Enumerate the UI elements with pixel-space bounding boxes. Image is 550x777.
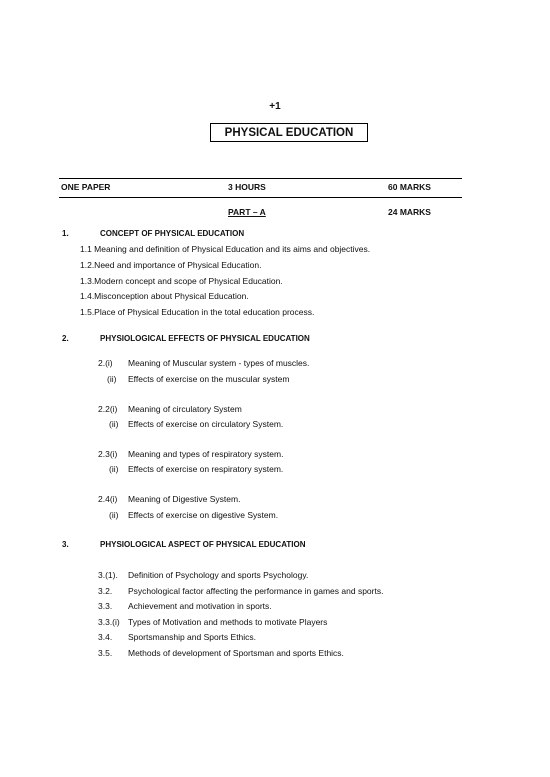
section-title: CONCEPT OF PHYSICAL EDUCATION	[100, 229, 245, 238]
section-number: 2.	[62, 334, 69, 343]
item-number: (ii)	[109, 464, 119, 474]
list-item: 1.5.Place of Physical Education in the total education process.	[80, 307, 315, 317]
item-number: (ii)	[109, 510, 119, 520]
top-rule	[59, 178, 462, 179]
item-number: 3.4.	[98, 632, 113, 642]
page-title: PHYSICAL EDUCATION	[210, 123, 368, 142]
item-number: 3.(1).	[98, 570, 118, 580]
list-item: Types of Motivation and methods to motivate Players	[128, 617, 328, 627]
list-item: 1.1 Meaning and definition of Physical Education and its aims and objectives.	[80, 244, 371, 254]
list-item: 1.3.Modern concept and scope of Physical Education.	[80, 276, 283, 286]
item-number: 3.3.(i)	[98, 617, 120, 627]
section-number: 3.	[62, 540, 69, 549]
list-item: 1.4.Misconception about Physical Education.	[80, 291, 249, 301]
list-item: Methods of development of Sportsman and sports Ethics.	[128, 648, 344, 658]
item-number: (ii)	[107, 374, 117, 384]
list-item: Achievement and motivation in sports.	[128, 601, 272, 611]
list-item: Sportsmanship and Sports Ethics.	[128, 632, 257, 642]
list-item: 1.2.Need and importance of Physical Education.	[80, 260, 262, 270]
list-item: Meaning of Digestive System.	[128, 494, 241, 504]
section-title: PHYSIOLOGICAL ASPECT OF PHYSICAL EDUCATION	[100, 540, 306, 549]
item-number: 2.4(i)	[98, 494, 118, 504]
list-item: Meaning of circulatory System	[128, 404, 242, 414]
paper-label: ONE PAPER	[61, 182, 111, 192]
item-number: 3.2.	[98, 586, 113, 596]
item-number: 3.3.	[98, 601, 113, 611]
grade-label: +1	[269, 101, 281, 112]
list-item: Effects of exercise on the muscular system	[128, 374, 290, 384]
item-number: 2.(i)	[98, 358, 113, 368]
item-number: 2.2(i)	[98, 404, 118, 414]
bottom-rule	[59, 197, 462, 198]
list-item: Meaning of Muscular system - types of muscles.	[128, 358, 310, 368]
marks-label: 60 MARKS	[388, 182, 431, 192]
item-number: (ii)	[109, 419, 119, 429]
part-marks: 24 MARKS	[388, 207, 431, 217]
list-item: Effects of exercise on respiratory system.	[128, 464, 284, 474]
item-number: 3.5.	[98, 648, 113, 658]
list-item: Effects of exercise on digestive System.	[128, 510, 279, 520]
list-item: Meaning and types of respiratory system.	[128, 449, 284, 459]
list-item: Definition of Psychology and sports Psychology.	[128, 570, 309, 580]
section-title: PHYSIOLOGICAL EFFECTS OF PHYSICAL EDUCATION	[100, 334, 310, 343]
list-item: Psychological factor affecting the performance in games and sports.	[128, 586, 384, 596]
section-number: 1.	[62, 229, 69, 238]
item-number: 2.3(i)	[98, 449, 118, 459]
part-label: PART – A	[228, 207, 266, 217]
list-item: Effects of exercise on circulatory System.	[128, 419, 284, 429]
hours-label: 3 HOURS	[228, 182, 266, 192]
